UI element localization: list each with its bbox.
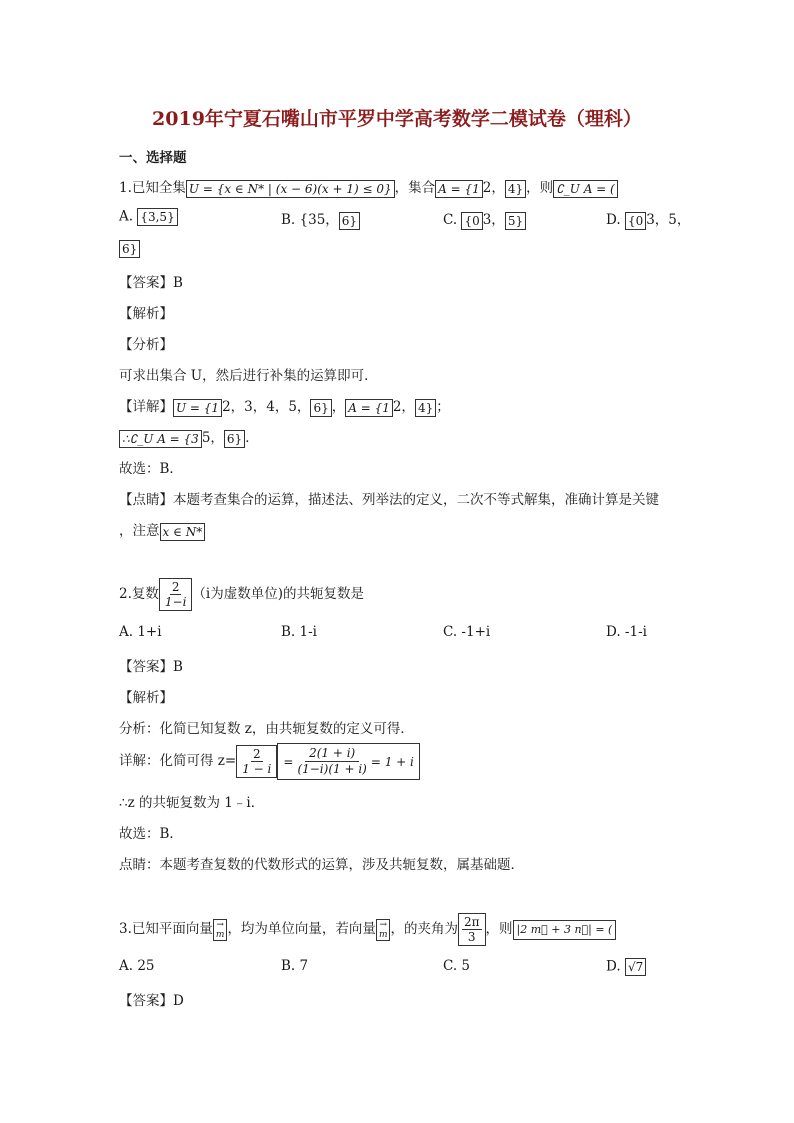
q2-option-a: A. 1+i	[119, 624, 162, 640]
q1-choice: 故选：B．	[119, 461, 183, 477]
q2-option-c: C. -1+i	[443, 624, 491, 640]
q1-analysis-label: 【解析】	[119, 306, 173, 322]
q2-detail: 详解：化简可得 z= $\frac{2}{1 - i}$ = $\frac{2(1 + i)}{(1-i)(1 + i)}$ = 1 + i	[119, 743, 420, 780]
q1-note-2: ，注意 x ∈ N*	[119, 519, 205, 541]
q1-answer: 【答案】B	[119, 275, 183, 291]
formula-a1: A = {1	[435, 180, 483, 198]
page-title: 2019年宁夏石嘴山市平罗中学高考数学二模试卷（理科）	[152, 108, 642, 130]
q2-choice: 故选：B．	[119, 826, 183, 842]
formula-a2: 4}	[505, 180, 526, 198]
q1-option-d: D. {0 3，5，	[606, 212, 691, 228]
q2-fraction: $\frac{2}{1-i}$	[159, 578, 193, 611]
q3-option-b: B. 7	[281, 958, 309, 974]
q2-note: 点睛：本题考查复数的代数形式的运算，涉及共轭复数，属基础题．	[119, 857, 524, 873]
question-1-stem: 1.已知全集 U = {x ∈ N* | (x − 6)(x + 1) ≤ 0} ，集合 A = {1 2， 4} ，则 ∁_U A = (	[119, 176, 618, 198]
formula-u: U = {x ∈ N* | (x − 6)(x + 1) ≤ 0}	[186, 180, 395, 198]
question-2-stem: 2.复数 $\frac{2}{1-i}$ （i为虚数单位)的共轭复数是	[119, 580, 365, 609]
q3-abs-expression: |2 m⃗ + 3 n⃗| = (	[513, 920, 617, 940]
q2-answer: 【答案】B	[119, 659, 183, 675]
q3-option-a: A. 25	[119, 958, 155, 974]
q2-option-d: D. -1-i	[606, 624, 647, 640]
q1-option-b: B. {35， 6}	[281, 208, 360, 230]
formula-complement: ∁_U A = (	[553, 180, 618, 198]
q2-option-b: B. 1-i	[281, 624, 317, 640]
q1-option-d-cont: 6}	[119, 240, 140, 258]
q1-detail: 【详解】 U = {1 2，3，4，5， 6} ， A = {1 2， 4} ；	[119, 399, 450, 415]
q3-answer: 【答案】D	[119, 993, 184, 1009]
q1-detail-2: ∴∁_U A = {3 5， 6} ．	[119, 426, 259, 448]
question-3-stem: 3.已知平面向量 → m ，均为单位向量，若向量 → m ，的夹角为 $\frac{2\pi}{3}$ ，则 |2 m⃗ + 3 n⃗| = (	[119, 913, 616, 946]
q2-big-formula: = $\frac{2(1 + i)}{(1-i)(1 + i)}$ = 1 + i	[277, 743, 420, 780]
q1-fenxi-text: 可求出集合 U，然后进行补集的运算即可．	[119, 368, 378, 384]
q3-option-d: D. √7	[606, 958, 646, 976]
q1-note: 【点睛】本题考查集合的运算，描述法、列举法的定义，二次不等式解集，准确计算是关键	[119, 492, 659, 508]
q1-option-c: C. {0 3， 5}	[443, 208, 526, 230]
q2-fenxi: 分析：化简已知复数 z，由共轭复数的定义可得．	[119, 721, 414, 737]
q3-option-c: C. 5	[443, 958, 471, 974]
q2-conjugate: ∴z 的共轭复数为 1﹣i．	[119, 795, 265, 811]
q2-analysis-label: 【解析】	[119, 690, 173, 706]
section-heading: 一、选择题	[119, 150, 187, 166]
q1-option-a: A. {3,5}	[119, 208, 178, 226]
q1-fenxi-label: 【分析】	[119, 337, 173, 353]
